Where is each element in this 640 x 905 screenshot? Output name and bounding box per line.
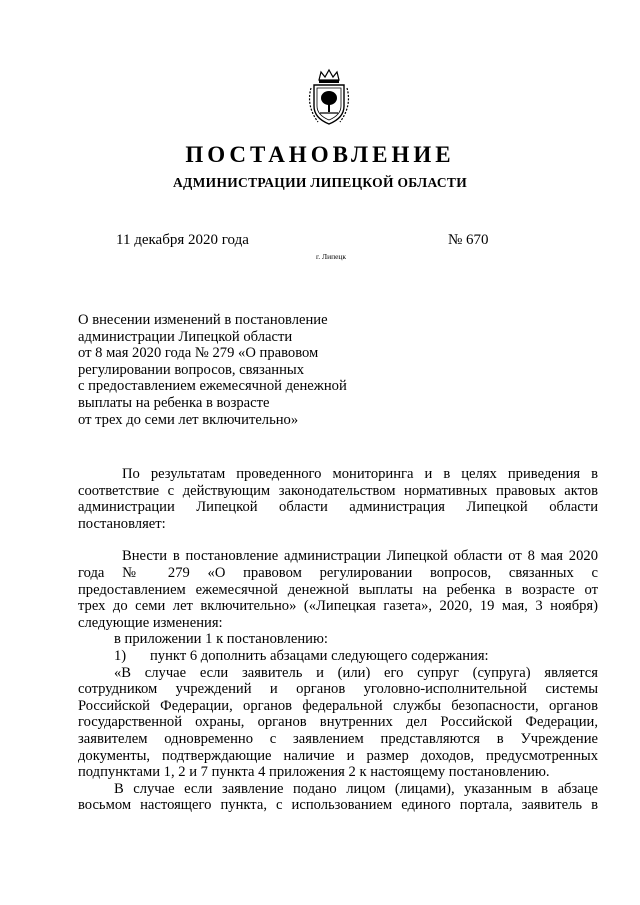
- text-line: Внести в постановление администрации Липецкой области от 8 мая 2020: [122, 548, 598, 565]
- text-line: соответствие с действующим законодательством нормативных правовых актов: [78, 482, 598, 499]
- text-line: администрации Липецкой области администрация Липецкой области: [78, 499, 598, 516]
- document-number: № 670: [448, 232, 489, 248]
- text-line: «В случае если заявитель и (или) его супруг (супруга) является: [114, 664, 598, 681]
- subject-line: регулировании вопросов, связанных: [78, 361, 305, 378]
- document-place: г. Липецк: [316, 252, 347, 261]
- paragraph-amendment: [78, 548, 598, 631]
- text-line: предоставлением ежемесячной денежной выплаты на ребенка в возрасте от: [78, 581, 598, 598]
- text-line: государственной охраны, органов внутренних дел Российской Федерации,: [78, 714, 598, 731]
- text-line: заявителем одновременно с заявлением представляются в Учреждение: [78, 730, 598, 747]
- text-line: постановляет:: [78, 515, 166, 532]
- document-title: ПОСТАНОВЛЕНИЕ: [185, 142, 455, 167]
- subject-line: от 8 мая 2020 года № 279 «О правовом: [78, 345, 319, 362]
- text-line: подпунктами 1, 2 и 7 пункта 4 приложения 2 к настоящему постановлению.: [78, 764, 550, 781]
- document-body: [78, 466, 598, 814]
- subject-line: с предоставлением ежемесячной денежной: [78, 378, 347, 395]
- text-line: В случае если заявление подано лицом (лицами), указанным в абзаце: [114, 780, 598, 797]
- text-line: года № 279 «О правовом регулировании вопросов, связанных с: [78, 564, 598, 581]
- text-line: восьмом настоящего пункта, с использованием единого портала, заявитель в: [78, 797, 598, 814]
- text-line: в приложении 1 к постановлению:: [114, 631, 328, 648]
- paragraph-portal: [78, 781, 598, 814]
- document-subject: [78, 312, 398, 428]
- paragraph-quote: [78, 665, 598, 781]
- subject-line: О внесении изменений в постановление: [78, 312, 328, 328]
- subject-line: администрации Липецкой области: [78, 328, 293, 345]
- paragraph-preamble: [78, 466, 598, 532]
- text-line: Российской Федерации, органов федеральной службы безопасности, органов: [78, 697, 598, 714]
- paragraph-item-1: [78, 648, 598, 665]
- subject-line: от трех до семи лет включительно»: [78, 411, 299, 428]
- item-text: пункт 6 дополнить абзацами следующего содержания:: [150, 647, 489, 664]
- text-line: По результатам проведенного мониторинга и в целях приведения в: [122, 466, 598, 482]
- item-number: 1): [114, 647, 127, 664]
- paragraph-appendix: [78, 631, 598, 648]
- document-subtitle: АДМИНИСТРАЦИИ ЛИПЕЦКОЙ ОБЛАСТИ: [172, 175, 468, 190]
- subject-line: выплаты на ребенка в возрасте: [78, 394, 270, 411]
- text-line: сотрудником учреждений и органов уголовно-исполнительной системы: [78, 681, 598, 698]
- coat-of-arms-icon: [306, 68, 352, 126]
- document-date: 11 декабря 2020 года: [116, 232, 249, 248]
- text-line: трех до семи лет включительно» («Липецкая газета», 2020, 19 мая, 3 ноября): [78, 598, 598, 615]
- text-line: документы, подтверждающие наличие и размер доходов, предусмотренных: [78, 747, 598, 764]
- text-line: следующие изменения:: [78, 614, 223, 631]
